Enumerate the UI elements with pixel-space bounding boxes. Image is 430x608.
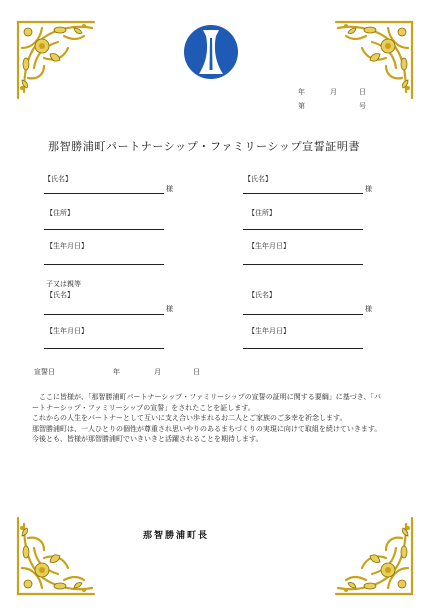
oath-year-label: 年 <box>113 368 120 376</box>
body-paragraph-2: これからの人生をパートナーとして互いに支え合い歩まれるお二人とご家族のご多幸を祈念します。 <box>32 414 347 422</box>
child-right-name-suffix: 様 <box>365 305 372 313</box>
ornate-corner-bottom-right-icon <box>332 514 416 598</box>
certificate-body <box>32 392 382 445</box>
right-name-suffix: 様 <box>365 185 372 193</box>
children-heading: 子又は親等 <box>46 280 81 288</box>
child-left-name-label: 【氏名】 <box>46 291 74 299</box>
ornate-corner-bottom-left-icon <box>14 514 98 598</box>
child-left-birth-line <box>44 348 164 349</box>
body-paragraph-1: ここに皆様が、「那智勝浦町パートナーシップ・ファミリーシップの宣誓の証明に関する要綱」に基づき、「パートナーシップ・ファミリーシップの宣誓」をされたことを証します。 <box>32 393 382 412</box>
child-right-birth-label: 【生年月日】 <box>248 327 290 335</box>
child-left-name-line <box>44 314 164 315</box>
child-right-name-label: 【氏名】 <box>248 291 276 299</box>
body-paragraph-3: 那智勝浦町は、一人ひとりの個性が尊重され思いやりのあるまちづくりの実現に向けて取組を続けていきます。 <box>32 424 382 433</box>
issue-day-label: 日 <box>359 88 366 96</box>
right-birth-line <box>243 264 363 265</box>
left-address-label: 【住所】 <box>46 209 74 217</box>
oath-date-label: 宣誓日 <box>34 368 55 376</box>
oath-month-label: 月 <box>154 368 161 376</box>
left-birth-line <box>44 264 164 265</box>
town-emblem-icon <box>183 24 239 80</box>
child-left-name-suffix: 様 <box>166 305 173 313</box>
ornate-corner-top-left-icon <box>14 18 98 102</box>
mayor-signature: 那智勝浦町長 <box>143 531 210 541</box>
right-name-label: 【氏名】 <box>244 175 272 183</box>
child-right-birth-line <box>243 348 363 349</box>
body-paragraph-4: 今後とも、皆様が那智勝浦町でいきいきと活躍されることを期待します。 <box>32 435 263 443</box>
left-name-line <box>44 193 164 194</box>
right-birth-label: 【生年月日】 <box>248 242 290 250</box>
oath-day-label: 日 <box>193 368 200 376</box>
issue-month-label: 月 <box>330 88 337 96</box>
ornate-corner-top-right-icon <box>332 18 416 102</box>
left-birth-label: 【生年月日】 <box>46 242 88 250</box>
certificate-number-prefix: 第 <box>298 102 305 110</box>
left-name-label: 【氏名】 <box>44 175 72 183</box>
certificate-number-suffix: 号 <box>359 102 366 110</box>
left-address-line <box>44 229 164 230</box>
child-right-name-line <box>243 314 363 315</box>
right-name-line <box>243 193 363 194</box>
left-name-suffix: 様 <box>166 185 173 193</box>
issue-year-label: 年 <box>298 88 305 96</box>
right-address-label: 【住所】 <box>248 209 276 217</box>
certificate-title: 那智勝浦町パートナーシップ・ファミリーシップ宣誓証明書 <box>48 140 361 153</box>
right-address-line <box>243 229 363 230</box>
child-left-birth-label: 【生年月日】 <box>46 327 88 335</box>
